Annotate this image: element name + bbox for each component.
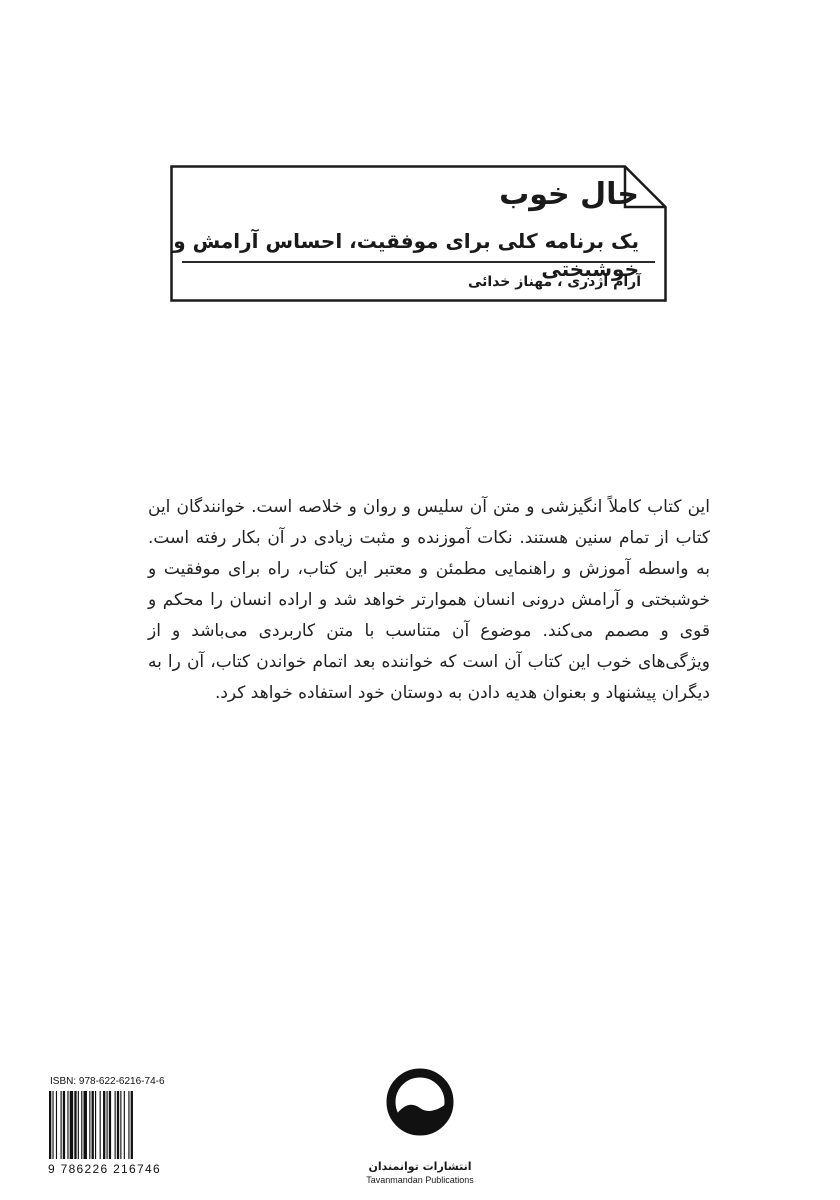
back-cover-blurb — [148, 492, 710, 709]
barcode-bars — [48, 1091, 168, 1161]
barcode-digits: 9 786226 216746 — [48, 1162, 161, 1176]
isbn-barcode — [48, 1075, 168, 1178]
blurb-text: این کتاب کاملاً انگیزشی و متن آن سلیس و روان و خلاصه است. خوانندگان این کتاب از تمام سنین هستند. نکات آموزنده و مثبت زیادی در آن بکار رفته است. به واسطه آموزش و راهنمایی مطمئن و معتبر این کتاب، راه برای موفقیت و خوشبختی و آرامش درونی انسان هموارتر خواهد شد و اراده انسان را محکم و قوی و مصمم می‌کند. موضوع آن متناسب با متن کاربردی می‌باشد و از ویژگی‌های خوب این کتاب آن است که خواننده بعد اتمام خواندن کتاب، آن را به دیگران پیشنهاد و بعنوان هدیه دادن به دوستان خود استفاده خواهد کرد. — [148, 497, 710, 703]
publisher-mark — [360, 1068, 480, 1188]
book-authors: آرام اژدری ، مهناز خدائی — [467, 274, 641, 290]
divider — [182, 261, 655, 263]
isbn-label: ISBN: 978-622-6216-74-6 — [50, 1076, 165, 1087]
publisher-name-en: Tavanmandan Publications — [366, 1175, 474, 1185]
book-subtitle: یک برنامه کلی برای موفقیت، احساس آرامش و خوشبختی — [173, 229, 639, 281]
publisher-logo-icon — [386, 1068, 454, 1156]
title-card — [170, 165, 667, 302]
publisher-name-fa: انتشارات توانمندان — [368, 1160, 472, 1173]
book-title: حال خوب — [499, 177, 639, 212]
